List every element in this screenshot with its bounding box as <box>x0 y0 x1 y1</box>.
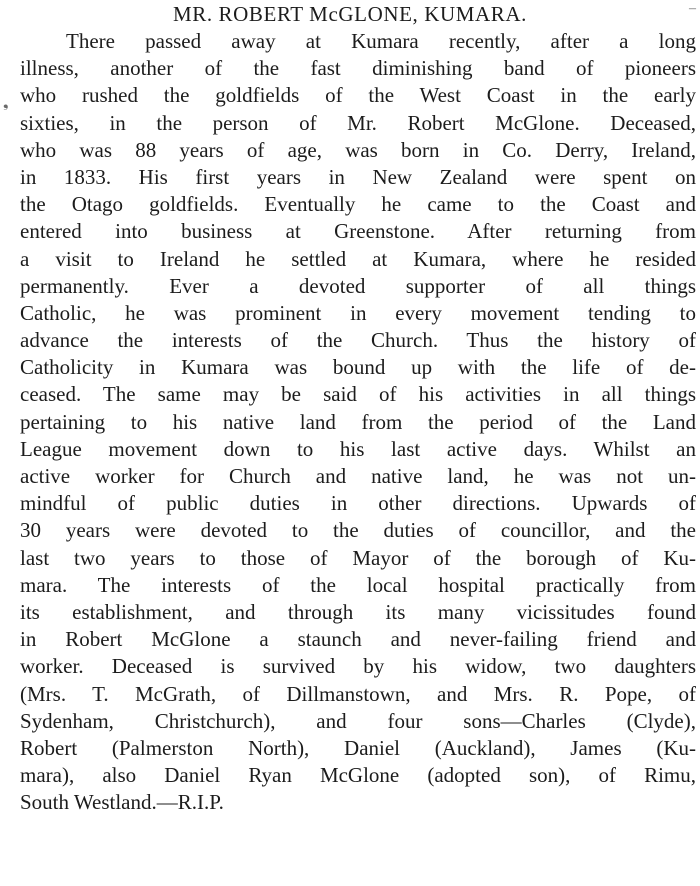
text-line: pertaining to his native land from the period of the Land <box>20 409 696 434</box>
text-line: 30 years were devoted to the duties of councillor, and the <box>20 518 696 543</box>
text-line: active worker for Church and native land, he was not un- <box>20 464 696 488</box>
text-line: There passed away at Kumara recently, after a long <box>66 29 696 53</box>
text-line: a visit to Ireland he settled at Kumara, where he resided <box>20 246 696 271</box>
margin-dash-mark: – <box>689 1 696 16</box>
text-line: illness, another of the fast diminishing band of pioneers <box>20 56 696 81</box>
text-line: its establishment, and through its many vicissitudes found <box>20 599 696 624</box>
text-line: South Westland.—R.I.P. <box>20 790 224 815</box>
text-line: mindful of public duties in other directions. Upwards of <box>20 491 696 516</box>
text-line: Catholicity in Kumara was bound up with the life of de- <box>20 355 696 380</box>
text-line: Robert (Palmerston North), Daniel (Auckland), James (Ku- <box>20 735 696 760</box>
text-line: in 1833. His first years in New Zealand were spent on <box>20 164 696 189</box>
text-line: the Otago goldfields. Eventually he came to the Coast and <box>20 192 696 217</box>
text-line: permanently. Ever a devoted supporter of all things <box>20 273 696 298</box>
text-line: ceased. The same may be said of his activities in all things <box>20 382 696 407</box>
text-line: Sydenham, Christchurch), and four sons—Charles (Clyde), <box>20 708 696 733</box>
text-line: Catholic, he was prominent in every movement tending to <box>20 300 696 325</box>
text-line: worker. Deceased is survived by his widow, two daughters <box>20 654 696 679</box>
text-line: who was 88 years of age, was born in Co. Derry, Ireland, <box>20 137 696 162</box>
article-body <box>20 28 696 816</box>
text-line: last two years to those of Mayor of the borough of Ku- <box>20 545 696 570</box>
article-title: MR. ROBERT McGLONE, KUMARA. <box>172 2 528 26</box>
text-line: League movement down to his last active days. Whilst an <box>20 436 696 461</box>
text-line: advance the interests of the Church. Thus the history of <box>20 328 696 353</box>
text-line: entered into business at Greenstone. After returning from <box>20 219 696 244</box>
text-line: in Robert McGlone a staunch and never-failing friend and <box>20 627 696 652</box>
text-line: sixties, in the person of Mr. Robert McGlone. Deceased, <box>20 110 696 135</box>
text-line: (Mrs. T. McGrath, of Dillmanstown, and Mrs. R. Pope, of <box>20 681 696 706</box>
margin-ink-mark: ❟ <box>3 96 9 111</box>
text-line: mara), also Daniel Ryan McGlone (adopted son), of Rimu, <box>20 763 696 788</box>
text-line: who rushed the goldfields of the West Coast in the early <box>20 83 696 108</box>
text-line: mara. The interests of the local hospital practically from <box>20 572 696 597</box>
